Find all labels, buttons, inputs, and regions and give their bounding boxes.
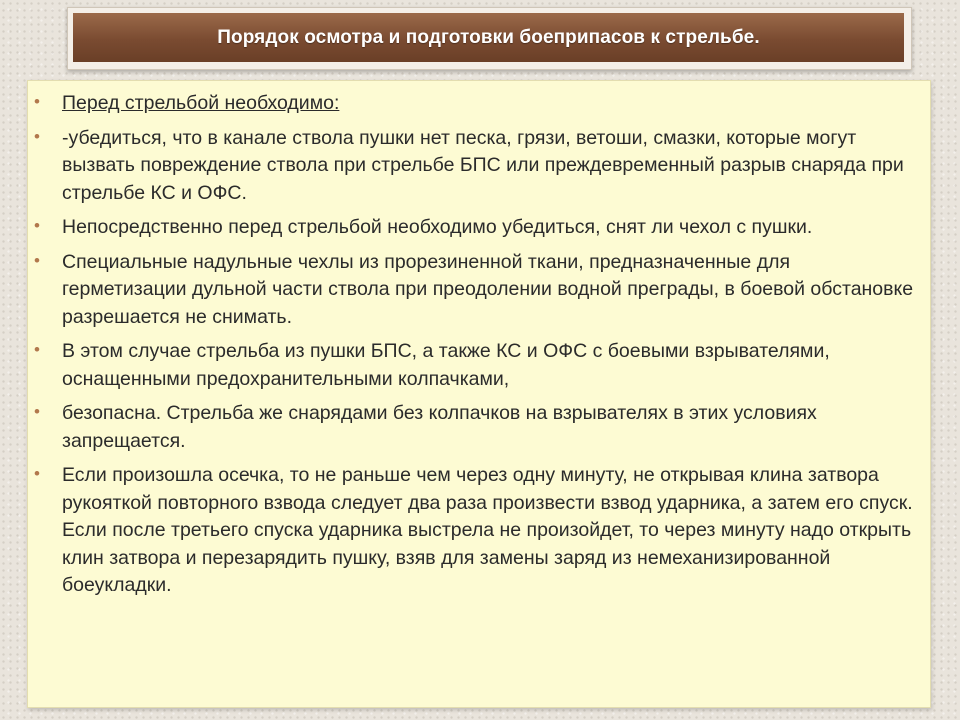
title-bar <box>73 13 904 62</box>
bullet-text: Если произошла осечка, то не раньше чем через одну минуту, не открывая клина затвора рукояткой повторного взвода следует два раза произвести взвод ударника, а затем его спуск. Если после третьего спуска ударника выстрела не произойдет, то через минуту надо открыть клин затвора и перезарядить пушку, взяв для замены заряд из немеханизированной боеукладки. <box>62 464 913 596</box>
bullet-icon: • <box>34 126 40 146</box>
slide-title: Порядок осмотра и подготовки боеприпасов к стрельбе. <box>217 26 760 48</box>
bullet-item-1 <box>28 90 930 118</box>
bullet-item-6 <box>28 400 930 455</box>
bullet-icon: • <box>34 402 40 421</box>
bullet-text: безопасна. Стрельба же снарядами без колпачков на взрывателях в этих условиях запрещается. <box>62 402 817 452</box>
bullet-item-7 <box>28 462 930 600</box>
bullet-item-3 <box>28 214 930 242</box>
bullet-icon: • <box>34 340 40 359</box>
bullet-item-4 <box>28 249 930 332</box>
bullet-icon: • <box>34 250 40 270</box>
bullet-text: -убедиться, что в канале ствола пушки нет песка, грязи, ветоши, смазки, которые могут вызвать повреждение ствола при стрельбе БПС или преждевременный разрыв снаряда при стрельбе КС и ОФС. <box>62 126 904 204</box>
bullet-icon: • <box>34 92 40 111</box>
bullet-icon: • <box>34 216 40 235</box>
bullet-item-2 <box>28 125 930 208</box>
bullet-text: Перед стрельбой необходимо: <box>62 92 340 114</box>
bullet-list <box>28 90 930 607</box>
content-panel <box>27 80 931 708</box>
bullet-icon: • <box>34 464 40 483</box>
bullet-text: Непосредственно перед стрельбой необходимо убедиться, снят ли чехол с пушки. <box>62 216 813 238</box>
bullet-text: В этом случае стрельба из пушки БПС, а также КС и ОФС с боевыми взрывателями, оснащенными предохранительными колпачками, <box>62 340 830 390</box>
bullet-item-5 <box>28 338 930 393</box>
bullet-text: Специальные надульные чехлы из прорезиненной ткани, предназначенные для герметизации дульной части ствола при преодолении водной преграды, в боевой обстановке разрешается не снимать. <box>62 250 914 328</box>
